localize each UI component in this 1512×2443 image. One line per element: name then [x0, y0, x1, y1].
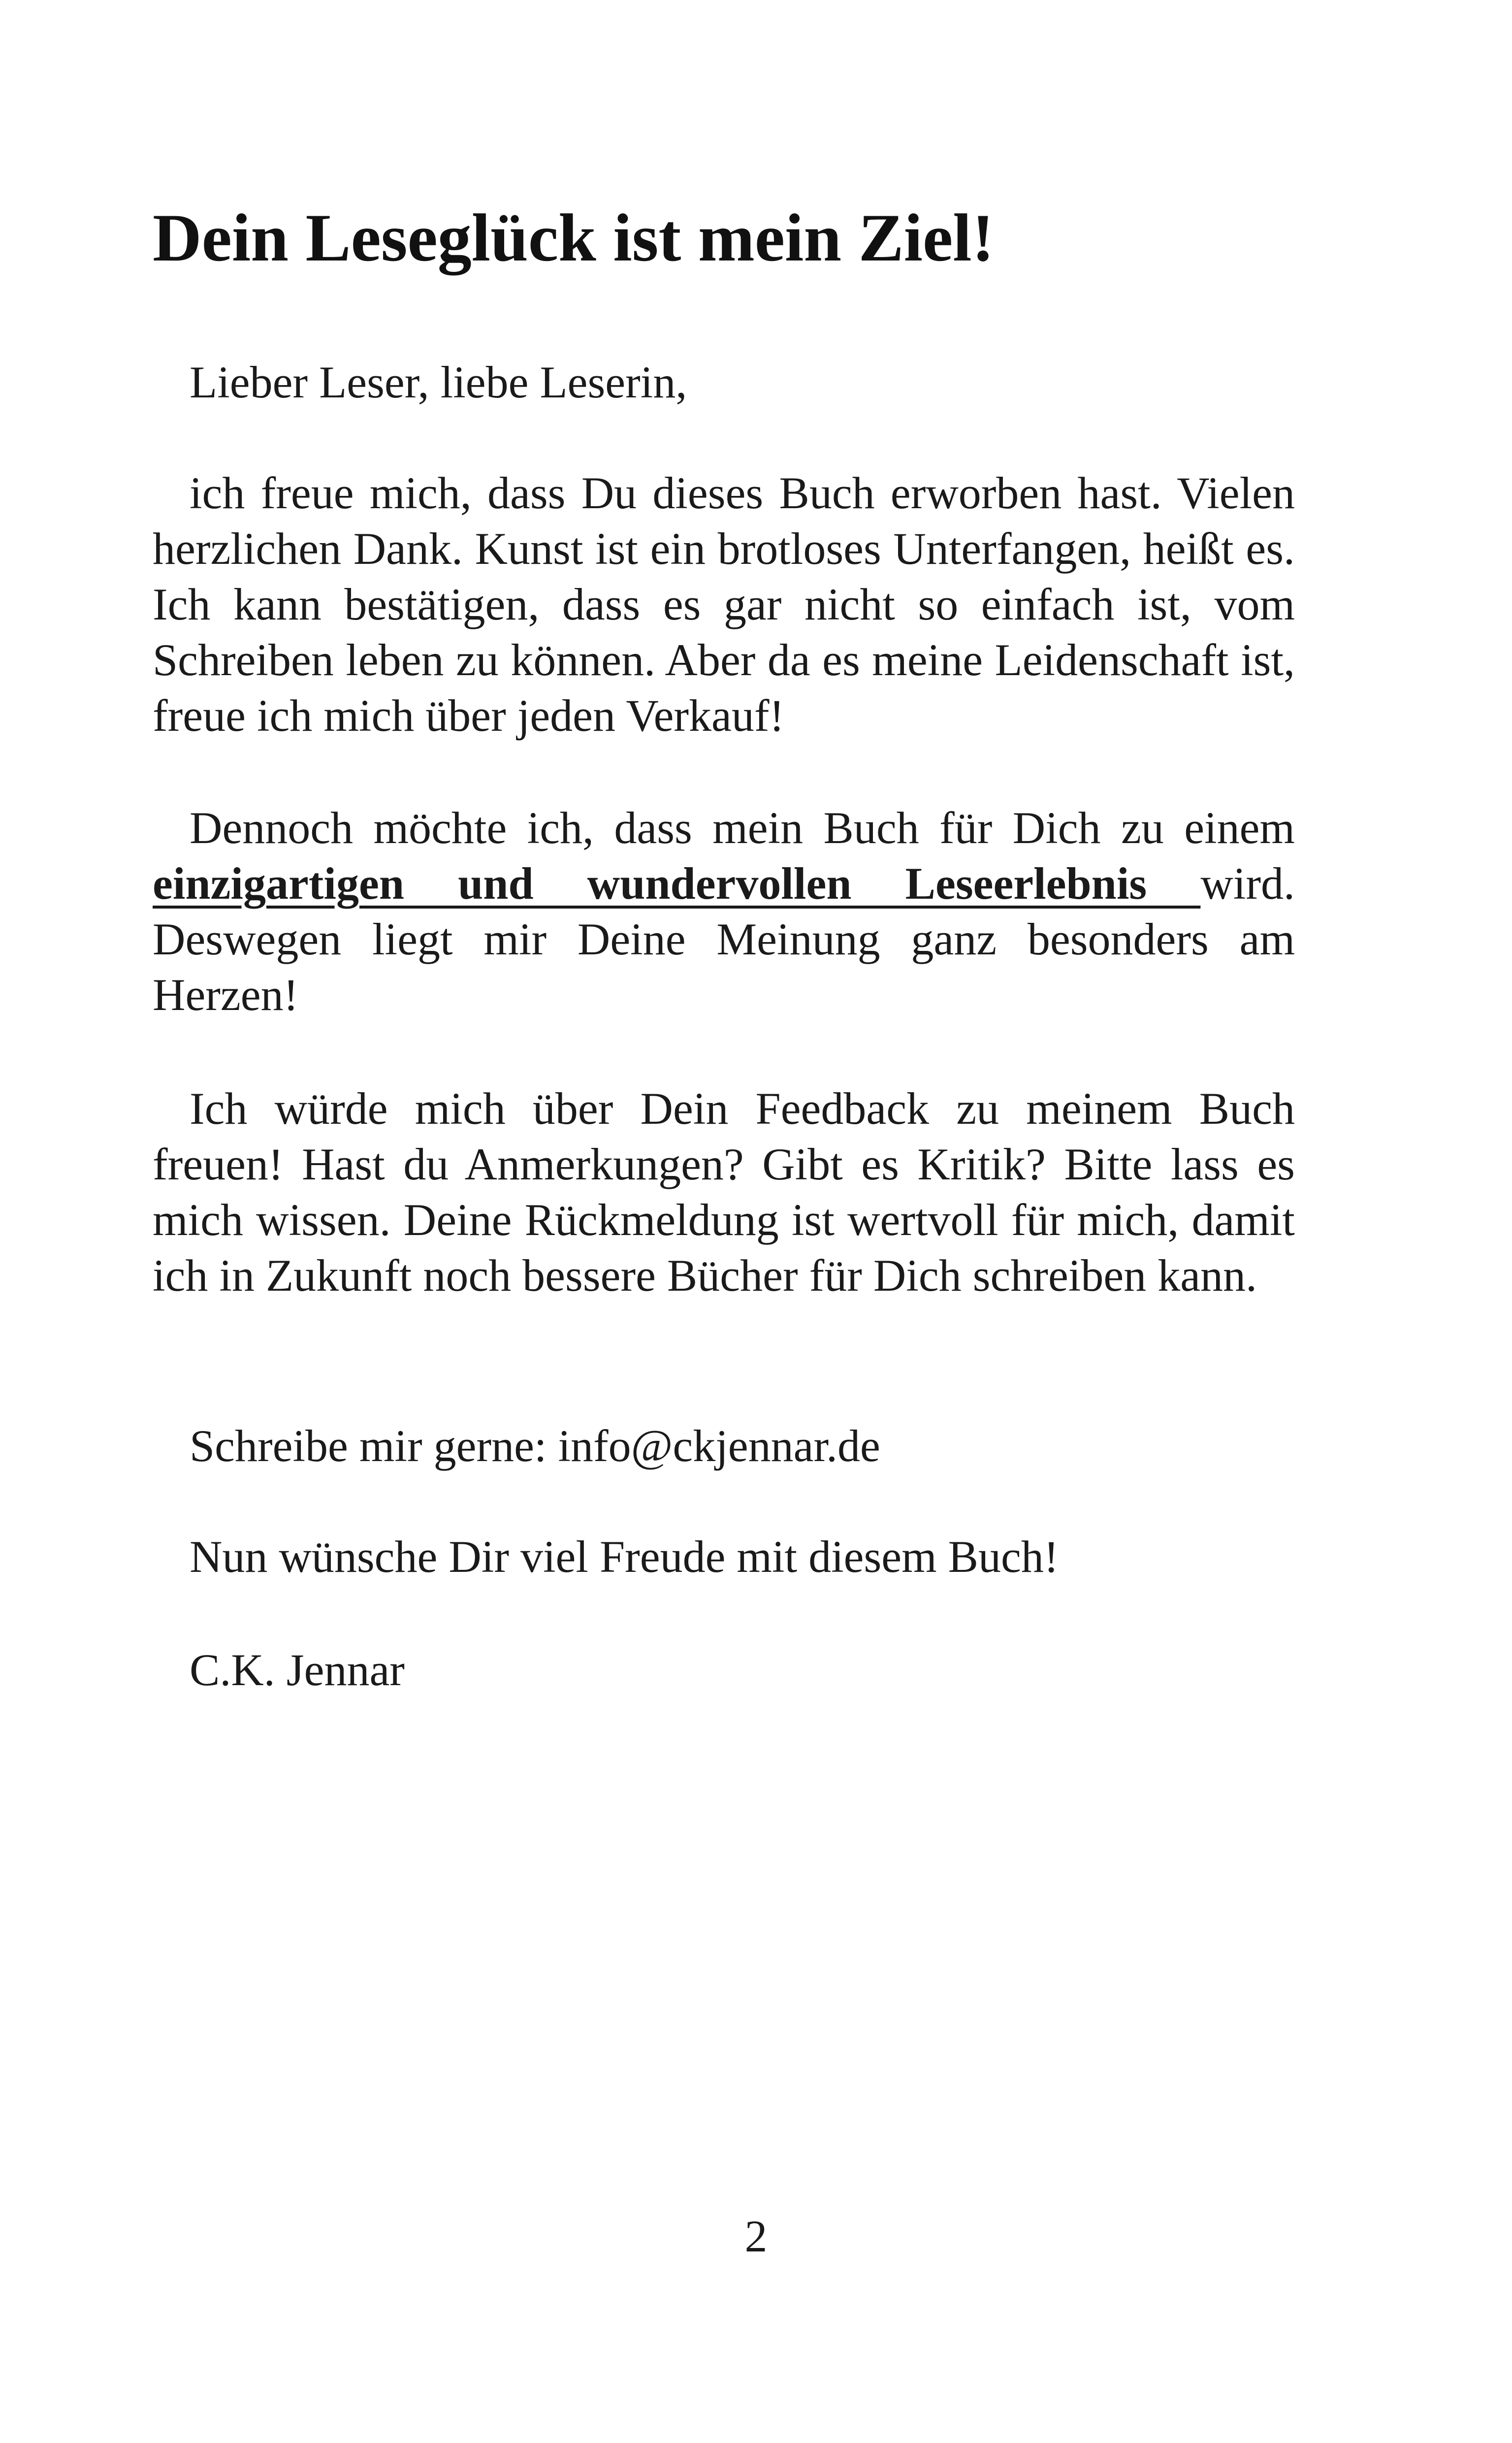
page-number: 2: [744, 2211, 768, 2261]
author-signature: C.K. Jennar: [190, 1645, 405, 1695]
contact-line: Schreibe mir gerne: info@ckjennar.de: [190, 1421, 880, 1471]
closing-line: Nun wünsche Dir viel Freude mit diesem Buch!: [190, 1531, 1059, 1582]
paragraph-reading-experience-intro: Dennoch möchte ich, dass mein Buch für Dich zu einem: [190, 803, 1295, 853]
emphasized-phrase: einzigartigen und wundervollen Leseerlebnis: [153, 858, 1201, 909]
paragraph-thanks: ich freue mich, dass Du dieses Buch erworben hast. Vielen herzlichen Dank. Kunst ist ein brotloses Unterfangen, heißt es. Ich kann bestätigen, dass es gar nicht so einfach ist, vom Schreiben leben zu können. Aber da es meine Leidenschaft ist, freue ich mich über jeden Verkauf!: [153, 468, 1295, 741]
paragraph-reading-experience-rest: wird. Deswegen liegt mir Deine Meinung ganz besonders am Herzen!: [153, 858, 1295, 1020]
greeting: Lieber Leser, liebe Leserin,: [190, 357, 687, 407]
paragraph-feedback: Ich würde mich über Dein Feedback zu meinem Buch freuen! Hast du Anmerkungen? Gibt es Kritik? Bitte lass es mich wissen. Deine Rückmeldung ist wertvoll für mich, damit ich in Zukunft noch bessere Bücher für Dich schreiben kann.: [153, 1083, 1295, 1301]
paragraph-reading-experience: [153, 800, 1295, 1023]
page-title: Dein Leseglück ist mein Ziel!: [153, 200, 995, 275]
